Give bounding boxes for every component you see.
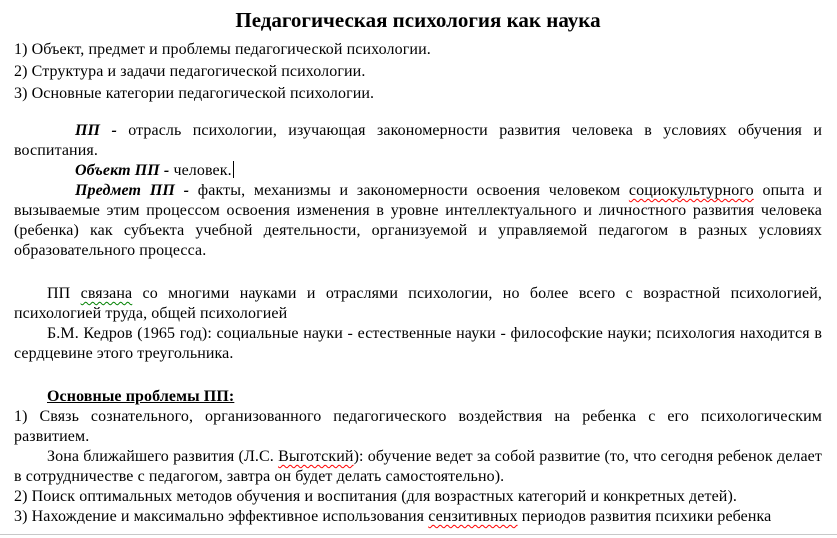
subject-text-before: факты, механизмы и закономерности освоения человеком: [197, 182, 629, 199]
zpd-text-after: ): обучение ведет за собой развитие (то, что сегодня ребенок делает в сотрудничестве с педагогом, завтра он будет делать самостоятельно).: [14, 448, 822, 485]
problem3-text-before: 3) Нахождение и максимально эффективное использования: [14, 508, 429, 525]
object-definition-text: человек.: [173, 162, 232, 179]
agenda-item-2[interactable]: 2) Структура и задачи педагогической психологии.: [14, 63, 366, 80]
grammar-flagged-word: связана: [80, 285, 133, 302]
paragraph-pp-definition[interactable]: [14, 121, 822, 161]
pp-term: ПП -: [75, 122, 129, 139]
paragraph-object-definition[interactable]: [14, 161, 822, 181]
paragraph-related-sciences[interactable]: [14, 284, 822, 324]
links-text-before: ПП: [47, 285, 81, 302]
problems-heading-text: Основные проблемы ПП:: [47, 388, 235, 405]
section-heading-problems[interactable]: [14, 387, 822, 407]
paragraph-zpd[interactable]: [14, 447, 822, 487]
paragraph-problem-2[interactable]: 2) Поиск оптимальных методов обучения и воспитания (для возрастных категорий и конкретных детей).: [14, 488, 737, 505]
object-term: Объект ПП -: [75, 162, 174, 179]
paragraph-kedrov[interactable]: Б.М. Кедров (1965 год): социальные науки - естественные науки - философские науки; психология находится в сердцевине этого треугольника.: [14, 325, 822, 362]
paragraph-subject-definition[interactable]: [14, 181, 822, 261]
misspelled-word-sociocultural: социокультурного: [628, 182, 754, 199]
misspelled-word-vygotsky: Выготский: [278, 448, 354, 465]
text-cursor: [233, 161, 235, 178]
bottom-divider: [0, 534, 837, 535]
agenda-item-3[interactable]: 3) Основные категории педагогической психологии.: [14, 85, 375, 102]
paragraph-problem-3[interactable]: [14, 507, 822, 527]
agenda-item-1[interactable]: 1) Объект, предмет и проблемы педагогической психологии.: [14, 41, 431, 58]
links-text-after: со многими науками и отраслями психологии, но более всего с возрастной психологией, психологией труда, общей психологией: [14, 285, 822, 322]
problem3-text-after: периодов развития психики ребенка: [517, 508, 772, 525]
subject-text-after: опыта и вызываемые этим процессом освоения изменения в уровне интеллектуального и личностного развития человека (ребенка) как субъекта учебной деятельности, организуемой и управляемой педагогом в разных условиях образовательного процесса.: [14, 182, 822, 259]
subject-term: Предмет ПП -: [75, 182, 198, 199]
paragraph-problem-1[interactable]: 1) Связь сознательного, организованного педагогического воздействия на ребенка с его психологическим развитием.: [14, 408, 822, 445]
misspelled-word-sensitive: сензитивных: [428, 508, 518, 525]
pp-definition-text: отрасль психологии, изучающая закономерности развития человека в условиях обучения и воспитания.: [14, 122, 823, 159]
zpd-text-before: Зона ближайшего развития (Л.С.: [47, 448, 279, 465]
document-title: Педагогическая психология как наука: [235, 8, 601, 32]
